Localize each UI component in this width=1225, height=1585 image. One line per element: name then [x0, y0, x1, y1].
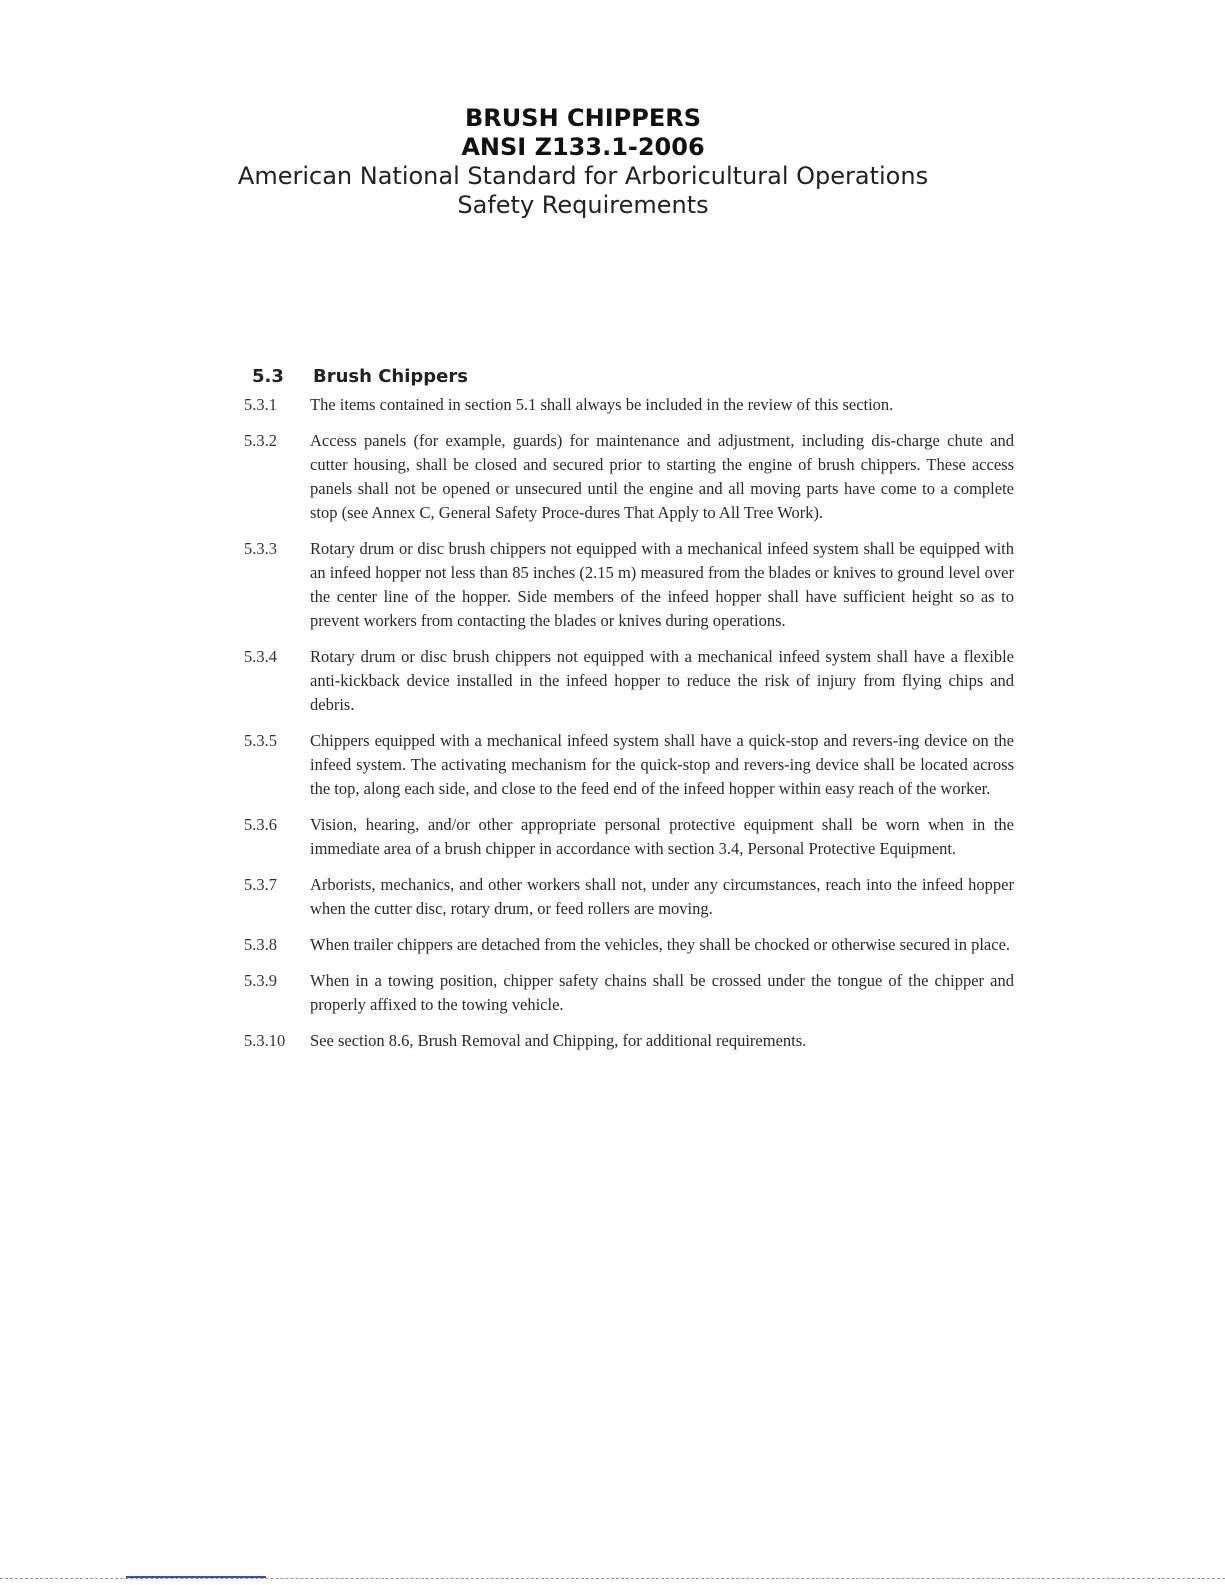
- document-title: BRUSH CHIPPERS: [465, 104, 701, 132]
- item-text: Rotary drum or disc brush chippers not equipped with a mechanical infeed system shall be equipped with an infeed hopper not less than 85 inches (2.15 m) measured from the blades or knives to ground level over the center line of the hopper. Side members of the infeed hopper shall have sufficient height so as to prevent workers from contacting the blades or knives during operations.: [310, 539, 1014, 630]
- list-item: [244, 1029, 1014, 1053]
- item-number: 5.3.8: [244, 935, 277, 954]
- section-heading: [252, 366, 468, 387]
- item-number: 5.3.4: [244, 647, 277, 666]
- item-number: 5.3.5: [244, 731, 277, 750]
- requirements-list: [244, 393, 1014, 1065]
- item-text: Access panels (for example, guards) for maintenance and adjustment, including dis-charge chute and cutter housing, shall be closed and secured prior to starting the engine of brush chippers. These access panels shall not be opened or unsecured until the engine and all moving parts have come to a complete stop (see Annex C, General Safety Proce-dures That Apply to All Tree Work).: [310, 431, 1014, 522]
- item-number: 5.3.7: [244, 875, 277, 894]
- item-text: Vision, hearing, and/or other appropriate personal protective equipment shall be worn when in the immediate area of a brush chipper in accordance with section 3.4, Personal Protective Equipment.: [310, 815, 1014, 858]
- list-item: [244, 393, 1014, 417]
- page-footer-divider: [0, 1578, 1225, 1579]
- document-header: [0, 104, 1166, 220]
- item-text: See section 8.6, Brush Removal and Chipping, for additional requirements.: [310, 1031, 807, 1050]
- item-text: When in a towing position, chipper safety chains shall be crossed under the tongue of the chipper and properly affixed to the towing vehicle.: [310, 971, 1014, 1014]
- section-number: 5.3: [252, 366, 284, 387]
- list-item: [244, 873, 1014, 921]
- list-item: [244, 429, 1014, 525]
- list-item: [244, 813, 1014, 861]
- item-text: The items contained in section 5.1 shall always be included in the review of this section.: [310, 395, 894, 414]
- item-number: 5.3.1: [244, 395, 277, 414]
- list-item: [244, 645, 1014, 717]
- list-item: [244, 729, 1014, 801]
- footer-link-underline[interactable]: [126, 1576, 266, 1578]
- standard-number: ANSI Z133.1-2006: [461, 133, 705, 161]
- list-item: [244, 537, 1014, 633]
- item-number: 5.3.9: [244, 971, 277, 990]
- list-item: [244, 933, 1014, 957]
- item-number: 5.3.3: [244, 539, 277, 558]
- standard-subtitle: Safety Requirements: [457, 191, 709, 219]
- item-text: Chippers equipped with a mechanical infeed system shall have a quick-stop and revers-ing device on the infeed system. The activating mechanism for the quick-stop and revers-ing device shall be located across the top, along each side, and close to the feed end of the infeed hopper within easy reach of the worker.: [310, 731, 1014, 798]
- item-text: Rotary drum or disc brush chippers not equipped with a mechanical infeed system shall have a flexible anti-kickback device installed in the infeed hopper to reduce the risk of injury from flying chips and debris.: [310, 647, 1014, 714]
- item-text: When trailer chippers are detached from the vehicles, they shall be chocked or otherwise secured in place.: [310, 935, 1011, 954]
- standard-name: American National Standard for Arboricultural Operations: [237, 162, 929, 190]
- item-number: 5.3.2: [244, 431, 277, 450]
- item-number: 5.3.10: [244, 1031, 286, 1050]
- list-item: [244, 969, 1014, 1017]
- item-text: Arborists, mechanics, and other workers shall not, under any circumstances, reach into the infeed hopper when the cutter disc, rotary drum, or feed rollers are moving.: [310, 875, 1014, 918]
- item-number: 5.3.6: [244, 815, 277, 834]
- section-title: Brush Chippers: [313, 366, 468, 387]
